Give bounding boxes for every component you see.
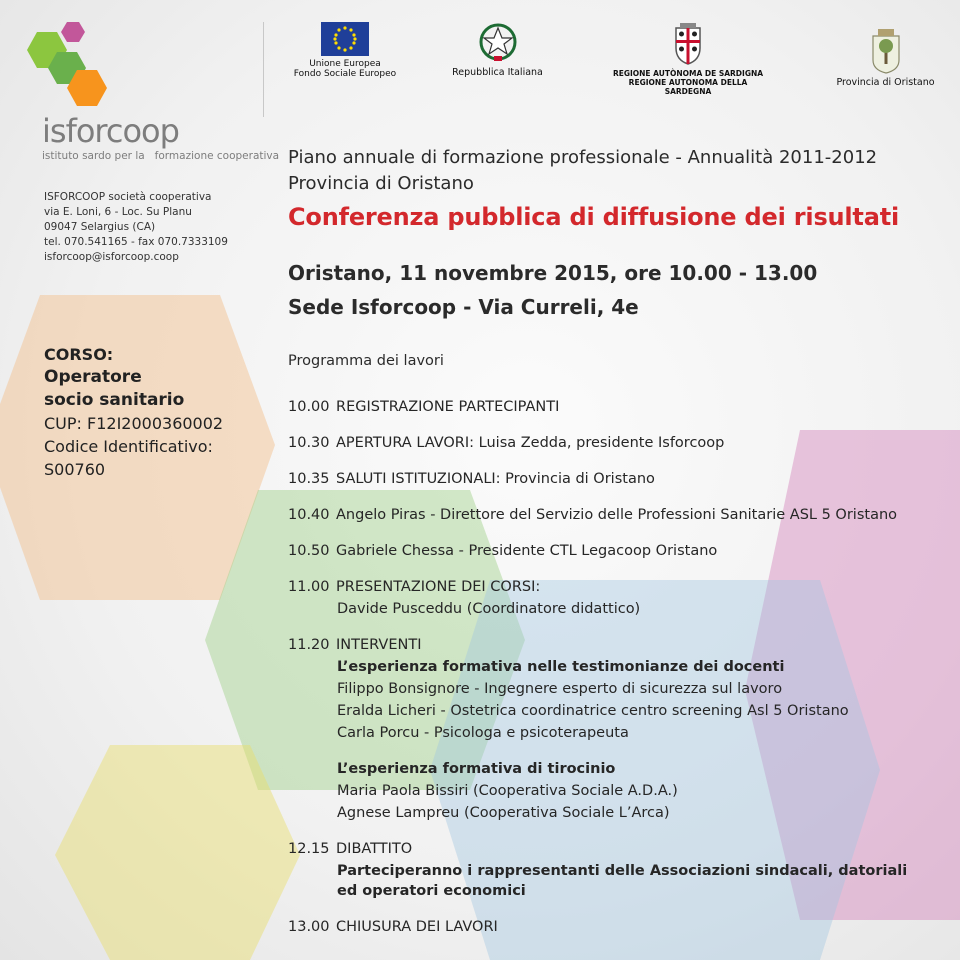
oristano-logo [828,26,943,88]
course-code-label: Codice Identificativo: [44,437,213,456]
program-time: 12.15 [288,841,330,857]
oristano-label: Provincia di Oristano [836,77,935,88]
program-time: 10.30 [288,435,330,451]
plan-title: Piano annuale di formazione professionale - Annualità 2011-2012 [288,147,878,168]
program-heading: Programma dei lavori [288,353,444,369]
eu-flag-icon [321,22,369,56]
address-line: ISFORCOOP società cooperativa [44,191,212,203]
bg-hex-yellow [55,745,300,960]
program-text: SALUTI ISTITUZIONALI: Provincia di Oristano [336,471,655,487]
address-line: 09047 Selargius (CA) [44,221,156,233]
program-subline: Filippo Bonsignore - Ingegnere esperto di sicurezza sul lavoro [337,681,783,697]
address-line: tel. 070.541165 - fax 070.7333109 [44,236,228,248]
conference-title: Conferenza pubblica di diffusione dei risultati [288,203,900,231]
program-subline: Maria Paola Bissiri (Cooperativa Sociale A.D.A.) [337,783,678,799]
eu-label-2: Fondo Sociale Europeo [293,69,397,79]
event-venue: Sede Isforcoop - Via Curreli, 4e [288,295,639,319]
program-text: INTERVENTI [336,637,422,653]
program-time: 10.50 [288,543,330,559]
program-time: 13.00 [288,919,330,935]
event-date: Oristano, 11 novembre 2015, ore 10.00 - 13.00 [288,261,818,285]
program-row [288,916,498,938]
italy-emblem-icon [479,22,517,62]
sardegna-label-2: REGIONE AUTONOMA DELLA SARDEGNA [628,78,748,96]
program-time: 10.40 [288,507,330,523]
course-label: CORSO: [44,345,114,364]
sardegna-shield-icon [668,22,708,66]
program-subline: Eralda Licheri - Ostetrica coordinatrice centro screening Asl 5 Oristano [337,703,849,719]
course-name-1: Operatore [44,367,142,387]
course-cup: CUP: F12I2000360002 [44,414,224,433]
italy-label: Repubblica Italiana [452,67,543,78]
eu-logo [290,22,400,79]
program-row [288,576,540,598]
program-time: 10.00 [288,399,330,415]
eu-label-1: Unione Europea [309,59,381,69]
program-time: 11.00 [288,579,330,595]
program-subline: ed operatori economici [337,883,526,899]
sardegna-logo [608,22,768,96]
program-section-heading: L’esperienza formativa di tirocinio [337,761,616,777]
program-row [288,432,724,454]
program-subline: Davide Pusceddu (Coordinatore didattico) [337,601,641,617]
italy-logo [440,22,555,78]
address-email: isforcoop@isforcoop.coop [44,251,179,263]
program-row [288,540,717,562]
program-time: 11.20 [288,637,330,653]
program-text: Angelo Piras - Direttore del Servizio delle Professioni Sanitarie ASL 5 Oristano [336,507,898,523]
address-block [44,190,228,265]
logo-tagline: istituto sardo per la formazione cooperativa [42,150,280,162]
program-subline: Agnese Lampreu (Cooperativa Sociale L’Arca) [337,805,670,821]
program-row [288,468,655,490]
oristano-crest-icon [869,26,903,74]
isforcoop-logo-mark [22,22,122,117]
program-text: Gabriele Chessa - Presidente CTL Legacoop Oristano [336,543,718,559]
program-section-heading: L’esperienza formativa nelle testimonianze dei docenti [337,659,785,675]
course-block [44,343,223,481]
program-subline: Carla Porcu - Psicologa e psicoterapeuta [337,725,629,741]
course-code: S00760 [44,460,106,479]
program-text: DIBATTITO [336,841,413,857]
address-line: via E. Loni, 6 - Loc. Su Planu [44,206,192,218]
program-row [288,634,422,656]
program-row [288,396,559,418]
logo-name: isforcoop [42,112,179,150]
province-title: Provincia di Oristano [288,173,474,194]
program-row [288,838,412,860]
program-time: 10.35 [288,471,330,487]
program-row [288,504,897,526]
program-text: APERTURA LAVORI: Luisa Zedda, presidente Isforcoop [336,435,725,451]
program-text: CHIUSURA DEI LAVORI [336,919,498,935]
program-text: PRESENTAZIONE DEI CORSI: [336,579,541,595]
sardegna-label-1: REGIONE AUTÒNOMA DE SARDIGNA [612,69,764,78]
program-text: REGISTRAZIONE PARTECIPANTI [336,399,560,415]
program-subline: Parteciperanno i rappresentanti delle Associazioni sindacali, datoriali [337,863,908,879]
header-divider [263,22,264,117]
course-name-2: socio sanitario [44,390,185,410]
